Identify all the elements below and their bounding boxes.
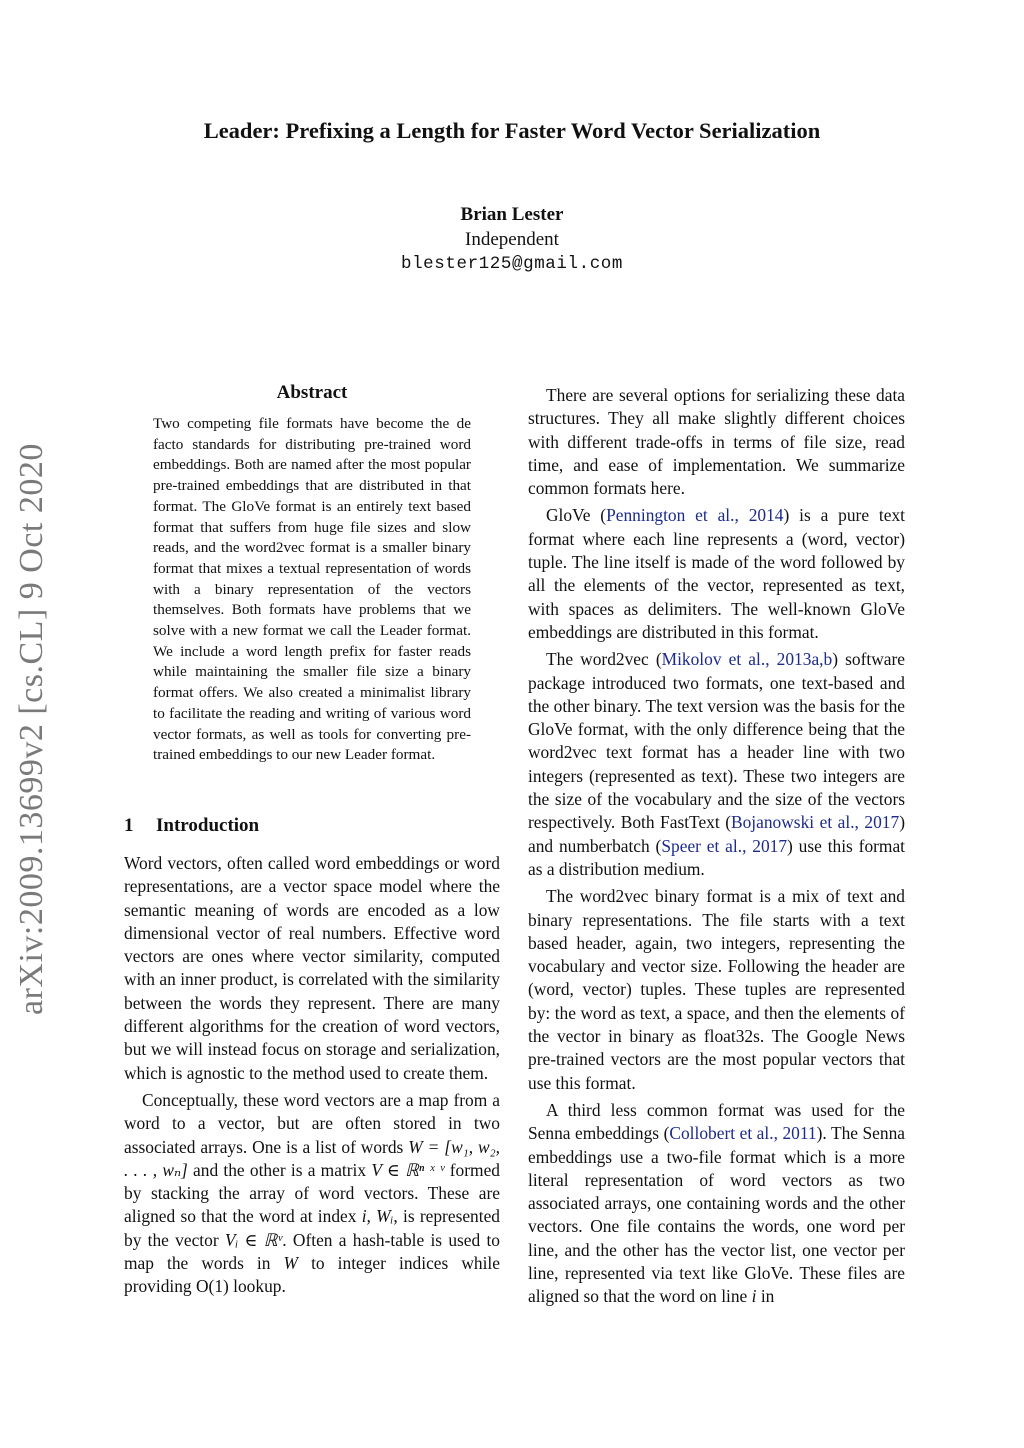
citation-link[interactable]: Collobert et al., 2011 — [669, 1123, 817, 1144]
text-run: , is represented by the vector — [124, 1206, 500, 1250]
right-column-body — [528, 384, 905, 1309]
glove-paragraph — [528, 504, 905, 644]
citation-link[interactable]: Pennington et al., 2014 — [606, 505, 784, 526]
text-run: ) is a pure text format where each line represents a (word, vector) tuple. The line itself is made of the word followed by all the elements of the vector, represented as text, with spaces as delimiters. The well-known GloVe embeddings are distributed in this format. — [528, 505, 906, 642]
text-run: ) and numberbatch ( — [528, 812, 905, 856]
math-W: W — [283, 1253, 298, 1274]
paper-title: Leader: Prefixing a Length for Faster Word Vector Serialization — [203, 118, 821, 143]
text-run: . Often a hash-table is used to map the words in — [124, 1229, 500, 1274]
section-number: 1 — [124, 815, 134, 836]
text-run: ) software package introduced two formats, one text-based and the other binary. The text version was the basis for the GloVe format, with the only difference being that the word2vec text format has a header line with two integers (represented as text). These two integers are the size of the vocabulary and the size of the vectors respectively. Both FastText ( — [528, 649, 905, 833]
citation-link[interactable]: Bojanowski et al., 2017 — [731, 812, 900, 833]
section-heading-introduction — [124, 815, 259, 837]
text-run: to integer indices while providing O(1) lookup. — [124, 1253, 500, 1297]
word2vec-binary-paragraph: The word2vec binary format is a mix of text and binary representations. The file starts with a text based header, again, two integers, representing the vocabulary and vector size. Following the header are (word, vector) tuples. These tuples are represented by: the word as text, a space, and then the elements of the vector in binary as float32s. The Google News pre-trained vectors are the most popular vectors that use this format. — [528, 886, 905, 1093]
intro-paragraph-2 — [124, 1089, 500, 1299]
text-run: ) use this format as a distribution medium. — [528, 835, 906, 879]
text-run: GloVe ( — [546, 505, 607, 526]
section-title: Introduction — [156, 815, 260, 836]
math-index: i, Wᵢ — [361, 1206, 394, 1227]
text-run: ). The Senna embeddings use a two-file format which is a more literal representation of word vectors as two associated arrays, one containing words and the other vectors. One file contains the words, one word per line, and the other has the vector list, one vector per line, represented via text like GloVe. These files are aligned so that the word on line — [528, 1123, 906, 1307]
abstract-heading: Abstract — [276, 382, 348, 403]
senna-paragraph — [528, 1099, 905, 1309]
math-V-definition: V ∈ ℝⁿ ˣ ᵛ — [371, 1159, 445, 1180]
formats-paragraph-intro: There are several options for serializing these data structures. They all make slightly different choices with different trade-offs in terms of file size, read time, and ease of implementation. We summarize common formats here. — [528, 385, 905, 499]
citation-link[interactable]: Speer et al., 2017 — [661, 835, 788, 856]
left-column-body — [124, 852, 500, 1299]
text-run: A third less common format was used for the Senna embeddings ( — [528, 1099, 905, 1144]
author-name: Brian Lester — [460, 204, 564, 225]
text-run: formed by stacking the array of word vectors. These are aligned so that the word at index — [124, 1159, 500, 1227]
text-run: The word2vec ( — [546, 649, 662, 670]
text-run: in — [756, 1286, 775, 1307]
math-vector: Vᵢ ∈ ℝᵛ — [224, 1229, 283, 1250]
citation-link[interactable]: Mikolov et al., 2013a,b — [661, 649, 833, 670]
word2vec-paragraph — [528, 648, 905, 881]
author-affiliation: Independent — [465, 229, 559, 250]
author-email: blester125@gmail.com — [400, 254, 624, 274]
text-run: Conceptually, these word vectors are a map from a word to a vector, but are often stored in two associated arrays. One is a list of words — [124, 1089, 500, 1157]
abstract-text: Two competing file formats have become the de facto standards for distributing pre-trained word embeddings. Both are named after the most popular pre-trained embeddings that are distributed in that format. The GloVe format is an entirely text based format that suffers from huge file sizes and slow reads, and the word2vec format is a smaller binary format that mixes a textual representation of words with a binary representation of the vectors themselves. Both formats have problems that we solve with a new format we call the Leader format. We include a word length prefix for faster reads while maintaining the smaller file size a binary format offers. We also created a minimalist library to facilitate the reading and writing of various word vector formats, as well as tools for converting pre-trained embeddings to our new Leader format. — [153, 415, 471, 764]
intro-paragraph-1: Word vectors, often called word embeddings or word representations, are a vector space model where the semantic meaning of words are encoded as a low dimensional vector of real numbers. Effective word vectors are ones where vector similarity, computed with an inner product, is correlated with the similarity between the words they represent. There are many different algorithms for the creation of word vectors, but we will instead focus on storage and serialization, which is agnostic to the method used to create them. — [124, 853, 500, 1083]
math-i: i — [751, 1286, 757, 1307]
math-W-definition: W = [w₁, w₂, . . . , wₙ] — [124, 1136, 500, 1180]
text-run: and the other is a matrix — [187, 1159, 372, 1180]
arxiv-identifier: arXiv:2009.13699v2 [cs.CL] 9 Oct 2020 — [13, 443, 50, 1015]
